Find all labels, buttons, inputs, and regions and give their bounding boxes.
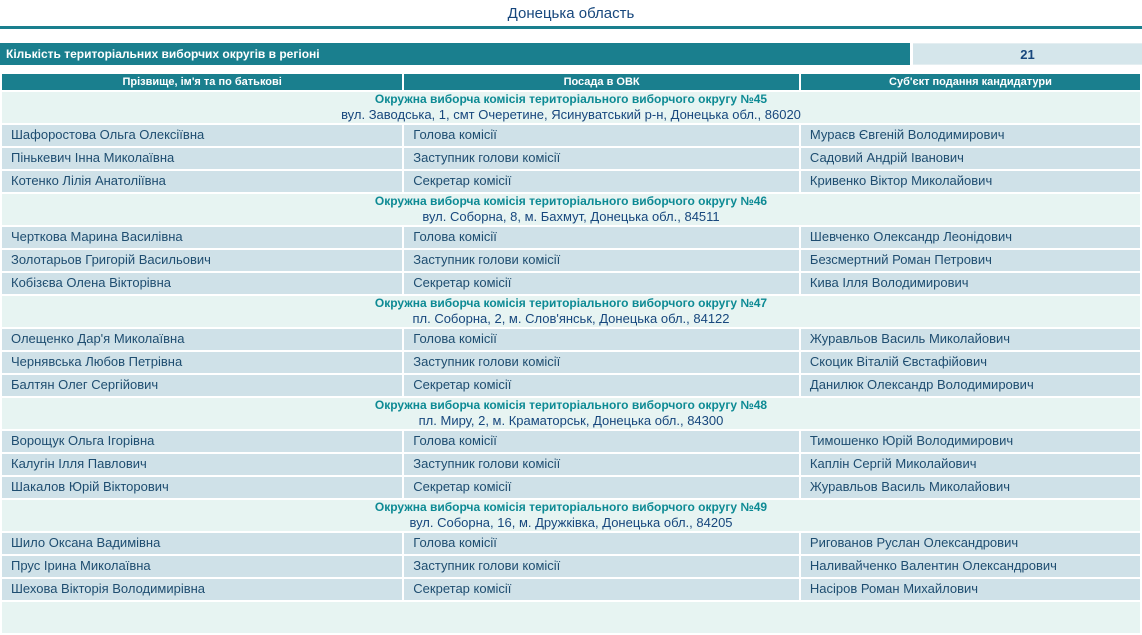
position-cell: Секретар комісії bbox=[404, 477, 799, 498]
section-title: Окружна виборча комісія територіального виборчого округу №45 bbox=[374, 92, 768, 106]
member-name-cell: Шехова Вікторія Володимирівна bbox=[2, 579, 402, 600]
table-row bbox=[2, 329, 1140, 350]
member-name-cell: Калугін Ілля Павлович bbox=[2, 454, 402, 475]
summary-label: Кількість територіальних виборчих округів в регіоні bbox=[0, 43, 910, 65]
nominator-cell: Наливайченко Валентин Олександрович bbox=[801, 556, 1140, 577]
column-header-name: Прізвище, ім'я та по батькові bbox=[2, 74, 402, 90]
position-cell: Секретар комісії bbox=[404, 273, 799, 294]
table-row bbox=[2, 250, 1140, 271]
section-header-row bbox=[2, 500, 1140, 531]
position-cell: Голова комісії bbox=[404, 533, 799, 554]
page-title: Донецька область bbox=[507, 5, 635, 22]
nominator-cell: Журавльов Василь Миколайович bbox=[801, 477, 1140, 498]
member-name-cell: Чернявська Любов Петрівна bbox=[2, 352, 402, 373]
position-cell: Заступник голови комісії bbox=[404, 148, 799, 169]
summary-value: 21 bbox=[913, 43, 1142, 65]
section-header-row bbox=[2, 398, 1140, 429]
member-name-cell: Шило Оксана Вадимівна bbox=[2, 533, 402, 554]
section-header-row bbox=[2, 194, 1140, 225]
table-row bbox=[2, 579, 1140, 600]
nominator-cell: Безсмертний Роман Петрович bbox=[801, 250, 1140, 271]
member-name-cell: Балтян Олег Сергійович bbox=[2, 375, 402, 396]
table-row bbox=[2, 477, 1140, 498]
position-cell: Заступник голови комісії bbox=[404, 352, 799, 373]
table-header-row bbox=[2, 74, 1140, 90]
nominator-cell: Журавльов Василь Миколайович bbox=[801, 329, 1140, 350]
nominator-cell: Насіров Роман Михайлович bbox=[801, 579, 1140, 600]
position-cell: Голова комісії bbox=[404, 227, 799, 248]
section-address: вул. Заводська, 1, смт Очеретине, Ясинуватський р-н, Донецька обл., 86020 bbox=[341, 107, 801, 122]
member-name-cell: Котенко Лілія Анатоліївна bbox=[2, 171, 402, 192]
section-header-row bbox=[2, 92, 1140, 123]
member-name-cell: Пінькевич Інна Миколаївна bbox=[2, 148, 402, 169]
member-name-cell: Прус Ірина Миколаївна bbox=[2, 556, 402, 577]
section-address: вул. Соборна, 8, м. Бахмут, Донецька обл., 84511 bbox=[422, 209, 720, 224]
nominator-cell: Кива Ілля Володимирович bbox=[801, 273, 1140, 294]
section-title: Окружна виборча комісія територіального виборчого округу №49 bbox=[374, 500, 768, 514]
table-row bbox=[2, 352, 1140, 373]
summary-bar bbox=[0, 43, 1142, 65]
section-title: Окружна виборча комісія територіального виборчого округу №46 bbox=[374, 194, 768, 208]
member-name-cell: Шакалов Юрій Вікторович bbox=[2, 477, 402, 498]
position-cell: Заступник голови комісії bbox=[404, 454, 799, 475]
section-address: пл. Соборна, 2, м. Слов'янськ, Донецька обл., 84122 bbox=[412, 311, 730, 326]
position-cell: Заступник голови комісії bbox=[404, 250, 799, 271]
member-name-cell: Черткова Марина Василівна bbox=[2, 227, 402, 248]
nominator-cell: Ригованов Руслан Олександрович bbox=[801, 533, 1140, 554]
position-cell: Голова комісії bbox=[404, 125, 799, 146]
nominator-cell: Данилюк Олександр Володимирович bbox=[801, 375, 1140, 396]
nominator-cell: Каплін Сергій Миколайович bbox=[801, 454, 1140, 475]
table-row bbox=[2, 227, 1140, 248]
member-name-cell: Олещенко Дар'я Миколаївна bbox=[2, 329, 402, 350]
table-row bbox=[2, 375, 1140, 396]
table-row bbox=[2, 171, 1140, 192]
table-row bbox=[2, 273, 1140, 294]
position-cell: Секретар комісії bbox=[404, 579, 799, 600]
nominator-cell: Садовий Андрій Іванович bbox=[801, 148, 1140, 169]
table-row bbox=[2, 125, 1140, 146]
position-cell: Секретар комісії bbox=[404, 375, 799, 396]
nominator-cell: Тимошенко Юрій Володимирович bbox=[801, 431, 1140, 452]
section-title: Окружна виборча комісія територіального виборчого округу №48 bbox=[374, 398, 768, 412]
nominator-cell: Скоцик Віталій Євстафійович bbox=[801, 352, 1140, 373]
position-cell: Заступник голови комісії bbox=[404, 556, 799, 577]
member-name-cell: Кобізєва Олена Вікторівна bbox=[2, 273, 402, 294]
position-cell: Голова комісії bbox=[404, 431, 799, 452]
column-header-nominator: Суб'єкт подання кандидатури bbox=[801, 74, 1140, 90]
position-cell: Секретар комісії bbox=[404, 171, 799, 192]
nominator-cell: Шевченко Олександр Леонідович bbox=[801, 227, 1140, 248]
section-header-row bbox=[2, 296, 1140, 327]
member-name-cell: Золотарьов Григорій Васильович bbox=[2, 250, 402, 271]
table-row bbox=[2, 454, 1140, 475]
commissions-table bbox=[0, 72, 1142, 635]
member-name-cell: Шафоростова Ольга Олексіївна bbox=[2, 125, 402, 146]
section-address: вул. Соборна, 16, м. Дружківка, Донецька обл., 84205 bbox=[409, 515, 733, 530]
column-header-position: Посада в ОВК bbox=[404, 74, 799, 90]
section-title: Окружна виборча комісія територіального виборчого округу №47 bbox=[374, 296, 768, 310]
member-name-cell: Ворощук Ольга Ігорівна bbox=[2, 431, 402, 452]
section-address: пл. Миру, 2, м. Краматорськ, Донецька обл., 84300 bbox=[418, 413, 724, 428]
table-row bbox=[2, 148, 1140, 169]
position-cell: Голова комісії bbox=[404, 329, 799, 350]
table-row bbox=[2, 533, 1140, 554]
nominator-cell: Мураєв Євгеній Володимирович bbox=[801, 125, 1140, 146]
table-row bbox=[2, 431, 1140, 452]
title-divider bbox=[0, 26, 1142, 29]
table-row bbox=[2, 556, 1140, 577]
nominator-cell: Кривенко Віктор Миколайович bbox=[801, 171, 1140, 192]
